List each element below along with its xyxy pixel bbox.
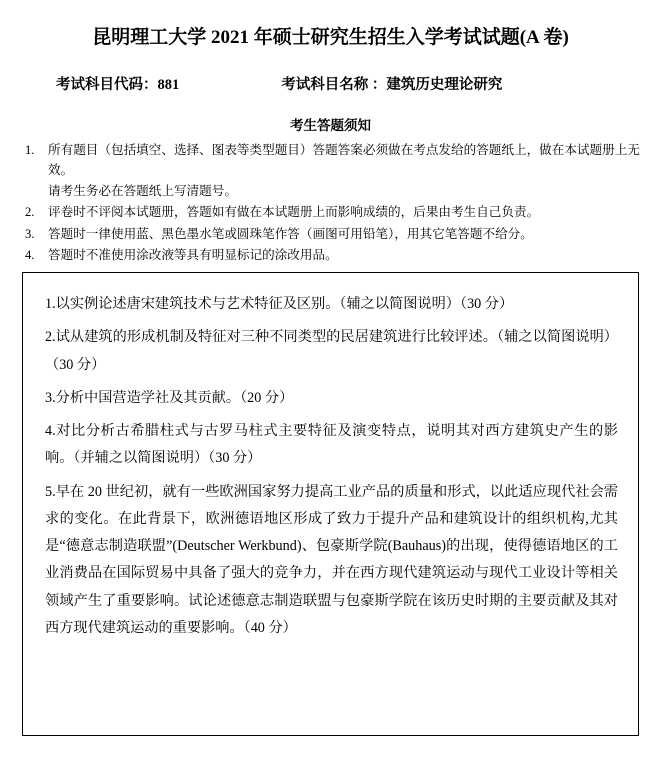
- notice-line: 答题时一律使用蓝、黑色墨水笔或圆珠笔作答（画图可用铅笔），用其它笔答题不给分。: [48, 226, 533, 241]
- notice-item: [22, 140, 643, 201]
- subject-code-label: 考试科目代码：: [56, 77, 158, 93]
- notice-text: [48, 140, 643, 201]
- notice-number: 3.: [25, 226, 35, 241]
- notice-line: 评卷时不评阅本试题册，答题如有做在本试题册上而影响成绩的，后果由考生自己负责。: [48, 205, 540, 220]
- notice-text: [48, 245, 643, 265]
- subject-name: [281, 73, 502, 94]
- questions-box: [22, 272, 639, 736]
- notice-line: 请考生务必在答题纸上写清题号。: [48, 183, 237, 198]
- notice-number: 2.: [25, 205, 35, 220]
- notice-text: [48, 202, 643, 222]
- notice-title: 考生答题须知: [290, 118, 371, 133]
- notice-item: [22, 224, 643, 244]
- notice-list: [0, 140, 661, 265]
- notice-number: 1.: [25, 143, 35, 157]
- notice-item: [22, 245, 643, 265]
- notice-line: 答题时不准使用涂改液等具有明显标记的涂改用品。: [48, 247, 338, 262]
- notice-line: 所有题目（包括填空、选择、图表等类型题目）答题答案必须做在考点发给的答题纸上，做在本试题册上无效。: [48, 143, 640, 178]
- subject-name-label: 考试科目名称 ：: [281, 77, 387, 93]
- subject-code-value: 881: [157, 77, 180, 93]
- question-item: 5.早在 20 世纪初，就有一些欧洲国家努力提高工业产品的质量和形式，以此适应现代社会需求的变化。在此背景下，欧洲德语地区形成了致力于提升产品和建筑设计的组织机构,尤其是“德意志制造联盟”(Deutscher Werkbund)、包豪斯学院(Bauhaus)的出现，使得德语地区的工业消费品在国际贸易中具备了强大的竞争力，并在西方现代建筑运动与现代工业设计等相关领域产生了重要影响。试论述德意志制造联盟与包豪斯学院在该历史时期的主要贡献及其对西方现代建筑运动的重要影响。（40 分）: [45, 483, 618, 636]
- exam-paper-page: [0, 22, 661, 767]
- notice-item: [22, 202, 643, 222]
- notice-number: 4.: [25, 247, 35, 262]
- question-item: 1.以实例论述唐宋建筑技术与艺术特征及区别。（辅之以简图说明）（30 分）: [45, 296, 514, 312]
- page-title: 昆明理工大学 2021 年硕士研究生招生入学考试试题(A 卷): [92, 27, 569, 48]
- subject-code: [56, 73, 179, 94]
- subject-name-value: 建筑历史理论研究: [386, 77, 503, 93]
- question-item: 4.对比分析古希腊柱式与古罗马柱式主要特征及演变特点，说明其对西方建筑史产生的影响。（并辅之以简图说明）（30 分）: [45, 423, 618, 467]
- notice-text: [48, 224, 643, 244]
- question-item: 3.分析中国营造学社及其贡献。（20 分）: [45, 389, 294, 406]
- question-item: 2.试从建筑的形成机制及特征对三种不同类型的民居建筑进行比较评述。（辅之以简图说明）（30 分）: [45, 329, 618, 373]
- subject-info-row: [0, 73, 661, 94]
